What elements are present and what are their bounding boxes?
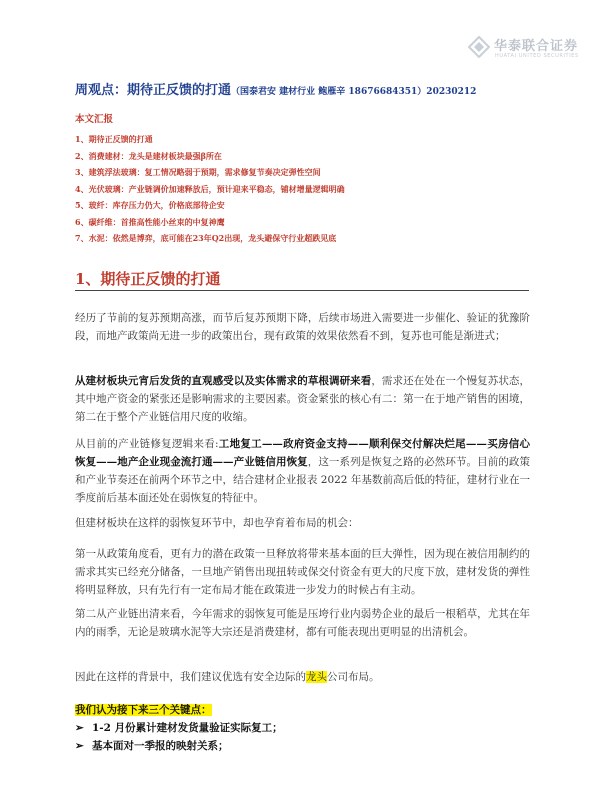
paragraph-policy: 第一从政策角度看，更有力的潜在政策一旦释放将带来基本面的巨大弹性，因为现在被信用制约的需求其实已经充分储备，一旦地产销售出现扭转或保交付资金有更大的尺度下放，建材发货的弹性将明显释放，只有先行有一定布局才能在政策进一步发力的时候占有主动。 [75,548,530,596]
arrow-bullet-icon: ➢ [75,722,84,734]
summary-heading: 本文汇报 [75,114,114,125]
document-title [75,79,476,98]
logo-mark-icon [468,36,490,58]
summary-item: 1、期待正反馈的打通 [75,134,153,144]
brand-logo [468,34,586,64]
paragraph-opportunity: 但建材板块在这样的弱恢复环节中，却也孕育着布局的机会： [75,517,359,529]
summary-item: 6、碳纤维：首推高性能小丝束的中复神鹰 [75,216,225,227]
conclusion-before: 因此在这样的背景中，我们建议优选有安全边际的 [75,671,306,683]
paragraph-chain-body: ，这一系列是恢复之路的必然环节。目前的政策和产业节奏还在前两个环节之中，结合建材企业报表 2022 年基数前高后低的特征，建材行业在一季度前后基本面还处在弱恢复的特征中。 [75,456,530,504]
paragraph-demand [75,372,530,426]
paragraph-clearing: 第二从产业链出清来看，今年需求的弱恢复可能是压垮行业内弱势企业的最后一根稻草，尤其在年内的雨季，无论是玻璃水泥等大宗还是消费建材，都有可能表现出更明显的出清机会。 [75,608,530,638]
paragraph-chain-bold: 工地复工——政府资金支持——顺利保交付解决烂尾——买房信心恢复——地产企业现金流打通——产业链信用恢复 [75,438,530,468]
logo-name: 华泰联合证券 [494,39,579,54]
key-points [75,701,530,755]
logo-subtitle: HUATAI UNITED SECURITIES [495,53,579,59]
summary-item: 4、光伏玻璃：产业链调价加速释放后，预计迎来平稳态，铺材增量逻辑明确 [75,183,345,194]
key-points-heading [75,701,530,719]
paragraph-conclusion [75,668,530,686]
paragraph-demand-body: ，需求还在处在一个慢复苏状态，其中地产资金的紧张还是影响需求的主要因素。资金紧张的核心有二：第一在于地产销售的困境，第二在于整个产业链信用尺度的收缩。 [75,375,531,423]
key-point-item [75,737,530,755]
key-point-item [75,719,530,737]
section-title: 1、期待正反馈的打通 [75,270,221,288]
key-points-heading-text: 我们认为接下来三个关键点： [75,704,212,716]
paragraph-intro: 经历了节前的复苏预期高涨，而节后复苏预期下降，后续市场进入需要进一步催化、验证的犹豫阶段，而地产政策尚无进一步的政策出台，现有政策的效果依然看不到，复苏也可能是渐进式； [75,312,530,342]
conclusion-after: 公司布局。 [327,671,380,683]
summary-item: 2、消费建材：龙头是建材板块最强β所在 [75,150,222,161]
paragraph-demand-lead: 从建材板块元宵后发货的直观感受以及实体需求的草根调研来看 [75,375,372,387]
summary-item: 3、建筑浮法玻璃：复工情况略弱于预期，需求修复节奏决定弹性空间 [75,167,321,177]
summary-list [75,134,345,250]
conclusion-highlight: 龙头 [306,671,327,683]
summary-item: 5、玻纤：库存压力仍大，价格底部待企安 [75,200,225,210]
paragraph-chain-lead: 从目前的产业链修复逻辑来看: [75,438,219,450]
section-divider [75,290,529,291]
key-point-text: 基本面对一季报的映射关系； [92,740,229,752]
summary-item: 7、水泥：依然是博弈，底可能在23年Q2出现，龙头避保守行业超跌见底 [75,233,337,243]
title-main: 周观点：期待正反馈的打通 [75,83,232,98]
key-point-text: 1-2 月份累计建材发货量验证实际复工； [92,722,283,734]
title-meta: （国泰君安 建材行业 鲍雁辛 18676684351）20230212 [231,87,477,97]
arrow-bullet-icon: ➢ [75,740,84,752]
key-points-list [75,719,530,755]
paragraph-chain [75,435,530,507]
